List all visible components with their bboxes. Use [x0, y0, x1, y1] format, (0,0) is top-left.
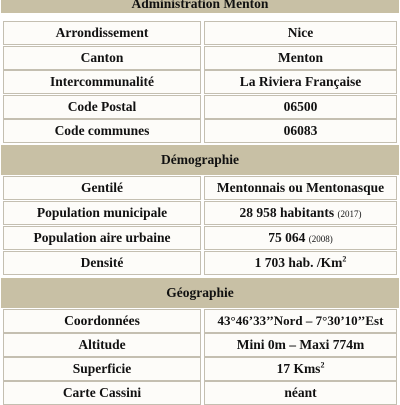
section-header-geographie: Géographie — [1, 278, 399, 308]
value-population-municipale — [204, 201, 397, 225]
table-row — [0, 357, 400, 381]
value-densite — [204, 251, 397, 275]
densite-exponent: 2 — [342, 254, 347, 264]
value-coordonnees: 43°46’33’’Nord – 7°30’10’’Est — [204, 309, 397, 333]
table-row — [0, 70, 400, 94]
table-row — [0, 201, 400, 225]
table-row — [0, 176, 400, 200]
population-aire-urbaine-year: (2008) — [308, 234, 333, 244]
label-altitude: Altitude — [3, 333, 201, 357]
population-municipale-year: (2017) — [337, 209, 362, 219]
label-population-aire-urbaine: Population aire urbaine — [3, 226, 201, 250]
table-row — [0, 381, 400, 405]
value-arrondissement: Nice — [204, 21, 397, 45]
label-intercommunalite: Intercommunalité — [3, 70, 201, 94]
table-row — [0, 309, 400, 333]
table-row — [0, 226, 400, 250]
population-municipale-text: 28 958 habitants — [239, 205, 335, 220]
value-population-aire-urbaine — [204, 226, 397, 250]
label-carte-cassini: Carte Cassini — [3, 381, 201, 405]
label-superficie: Superficie — [3, 357, 201, 381]
section-header-administration: Administration Menton — [1, 0, 399, 13]
superficie-exponent: 2 — [320, 360, 325, 370]
table-row — [0, 119, 400, 143]
value-code-communes: 06083 — [204, 119, 397, 143]
label-population-municipale: Population municipale — [3, 201, 201, 225]
label-gentile: Gentilé — [3, 176, 201, 200]
value-code-postal: 06500 — [204, 95, 397, 119]
label-coordonnees: Coordonnées — [3, 309, 201, 333]
value-gentile: Mentonnais ou Mentonasque — [204, 176, 397, 200]
value-carte-cassini: néant — [204, 381, 397, 405]
table-row — [0, 333, 400, 357]
population-aire-urbaine-text: 75 064 — [268, 230, 306, 245]
label-arrondissement: Arrondissement — [3, 21, 201, 45]
table-row — [0, 95, 400, 119]
label-densite: Densité — [3, 251, 201, 275]
value-altitude: Mini 0m – Maxi 774m — [204, 333, 397, 357]
label-code-postal: Code Postal — [3, 95, 201, 119]
table-row — [0, 46, 400, 70]
value-intercommunalite: La Riviera Française — [204, 70, 397, 94]
label-code-communes: Code communes — [3, 119, 201, 143]
value-superficie — [204, 357, 397, 381]
label-canton: Canton — [3, 46, 201, 70]
table-row — [0, 251, 400, 275]
section-header-demographie: Démographie — [1, 145, 399, 175]
value-canton: Menton — [204, 46, 397, 70]
superficie-text: 17 Kms — [276, 361, 321, 376]
table-row — [0, 21, 400, 45]
densite-text: 1 703 hab. /Km — [254, 255, 343, 270]
